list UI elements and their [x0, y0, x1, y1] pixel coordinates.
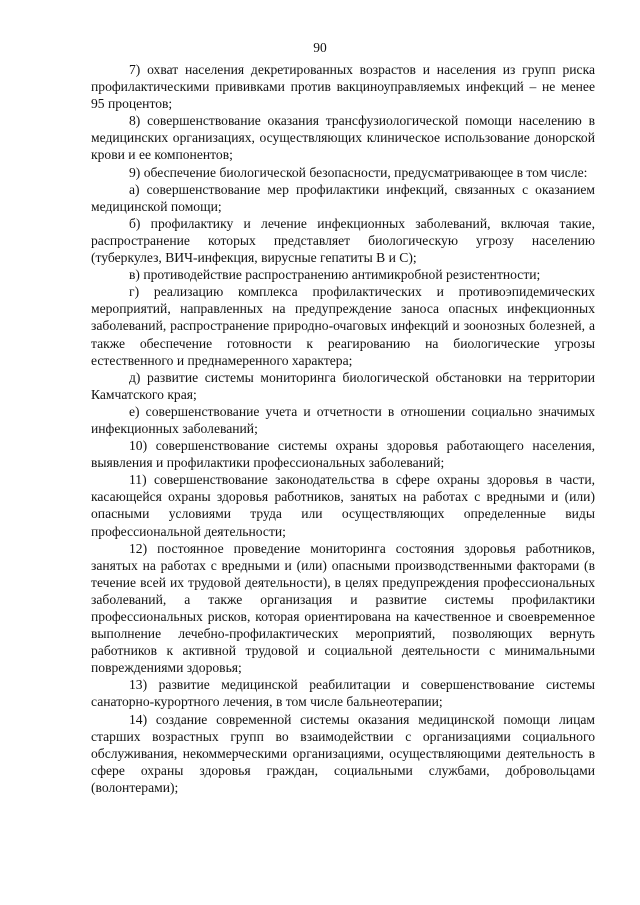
- paragraph-item-10: 10) совершенствование системы охраны здоровья работающего населения, выявления и профилактики профессиональных заболеваний;: [91, 438, 595, 471]
- paragraph-subitem-e: е) совершенствование учета и отчетности в отношении социально значимых инфекционных заболеваний;: [91, 403, 595, 436]
- paragraph-subitem-a: а) совершенствование мер профилактики инфекций, связанных с оказанием медицинской помощи;: [91, 181, 595, 214]
- paragraph-item-12: 12) постоянное проведение мониторинга состояния здоровья работников, занятых на работах с вредными и (или) опасными производственными факторами (в течение всей их трудовой деятельности), в целях предупреждения профессиональных заболеваний, а также организация и развитие системы профилактики профессиональных рисков, которая ориентирована на качественное и своевременное выполнение лечебно-профилактических мероприятий, позволяющих вернуть работников к активной трудовой и социальной деятельности с минимальными повреждениями здоровья;: [91, 540, 595, 676]
- page-number: 90: [313, 40, 327, 55]
- paragraph-subitem-g: г) реализацию комплекса профилактических и противоэпидемических мероприятий, направленных на предупреждение заноса опасных инфекционных заболеваний, распространение природно-очаговых инфекций и зоонозных болезней, а также обеспечение готовности к реагированию на биологические угрозы естественного и преднамеренного характера;: [91, 284, 595, 368]
- paragraph-item-8: 8) совершенствование оказания трансфузиологической помощи населению в медицинских организациях, осуществляющих клиническое использование донорской крови и ее компонентов;: [91, 113, 595, 163]
- paragraph-item-13: 13) развитие медицинской реабилитации и совершенствование системы санаторно-курортного лечения, в том числе бальнеотерапии;: [91, 677, 595, 710]
- paragraph-subitem-d: д) развитие системы мониторинга биологической обстановки на территории Камчатского края;: [91, 369, 595, 402]
- paragraph-subitem-v: в) противодействие распространению антимикробной резистентности;: [129, 267, 541, 283]
- paragraph-item-7: 7) охват населения декретированных возрастов и населения из групп риска профилактическими прививками против вакциноуправляемых инфекций – не менее 95 процентов;: [91, 62, 595, 112]
- paragraph-item-14: 14) создание современной системы оказания медицинской помощи лицам старших возрастных групп во взаимодействии с организациями социального обслуживания, некоммерческими организациями, осуществляющими деятельность в сфере охраны здоровья граждан, социальными службами, добровольцами (волонтерами);: [91, 711, 595, 795]
- paragraph-item-11: 11) совершенствование законодательства в сфере охраны здоровья в части, касающейся охраны здоровья работников, занятых на работах с вредными и (или) опасными условиями труда или осуществляющих определенные виды профессиональной деятельности;: [91, 472, 595, 539]
- paragraph-item-9: 9) обеспечение биологической безопасности, предусматривающее в том числе:: [129, 164, 588, 180]
- paragraph-subitem-b: б) профилактику и лечение инфекционных заболеваний, включая такие, распространение которых представляет биологическую угрозу населению (туберкулез, ВИЧ-инфекция, вирусные гепатиты B и C);: [91, 215, 595, 266]
- document-body: [91, 61, 595, 796]
